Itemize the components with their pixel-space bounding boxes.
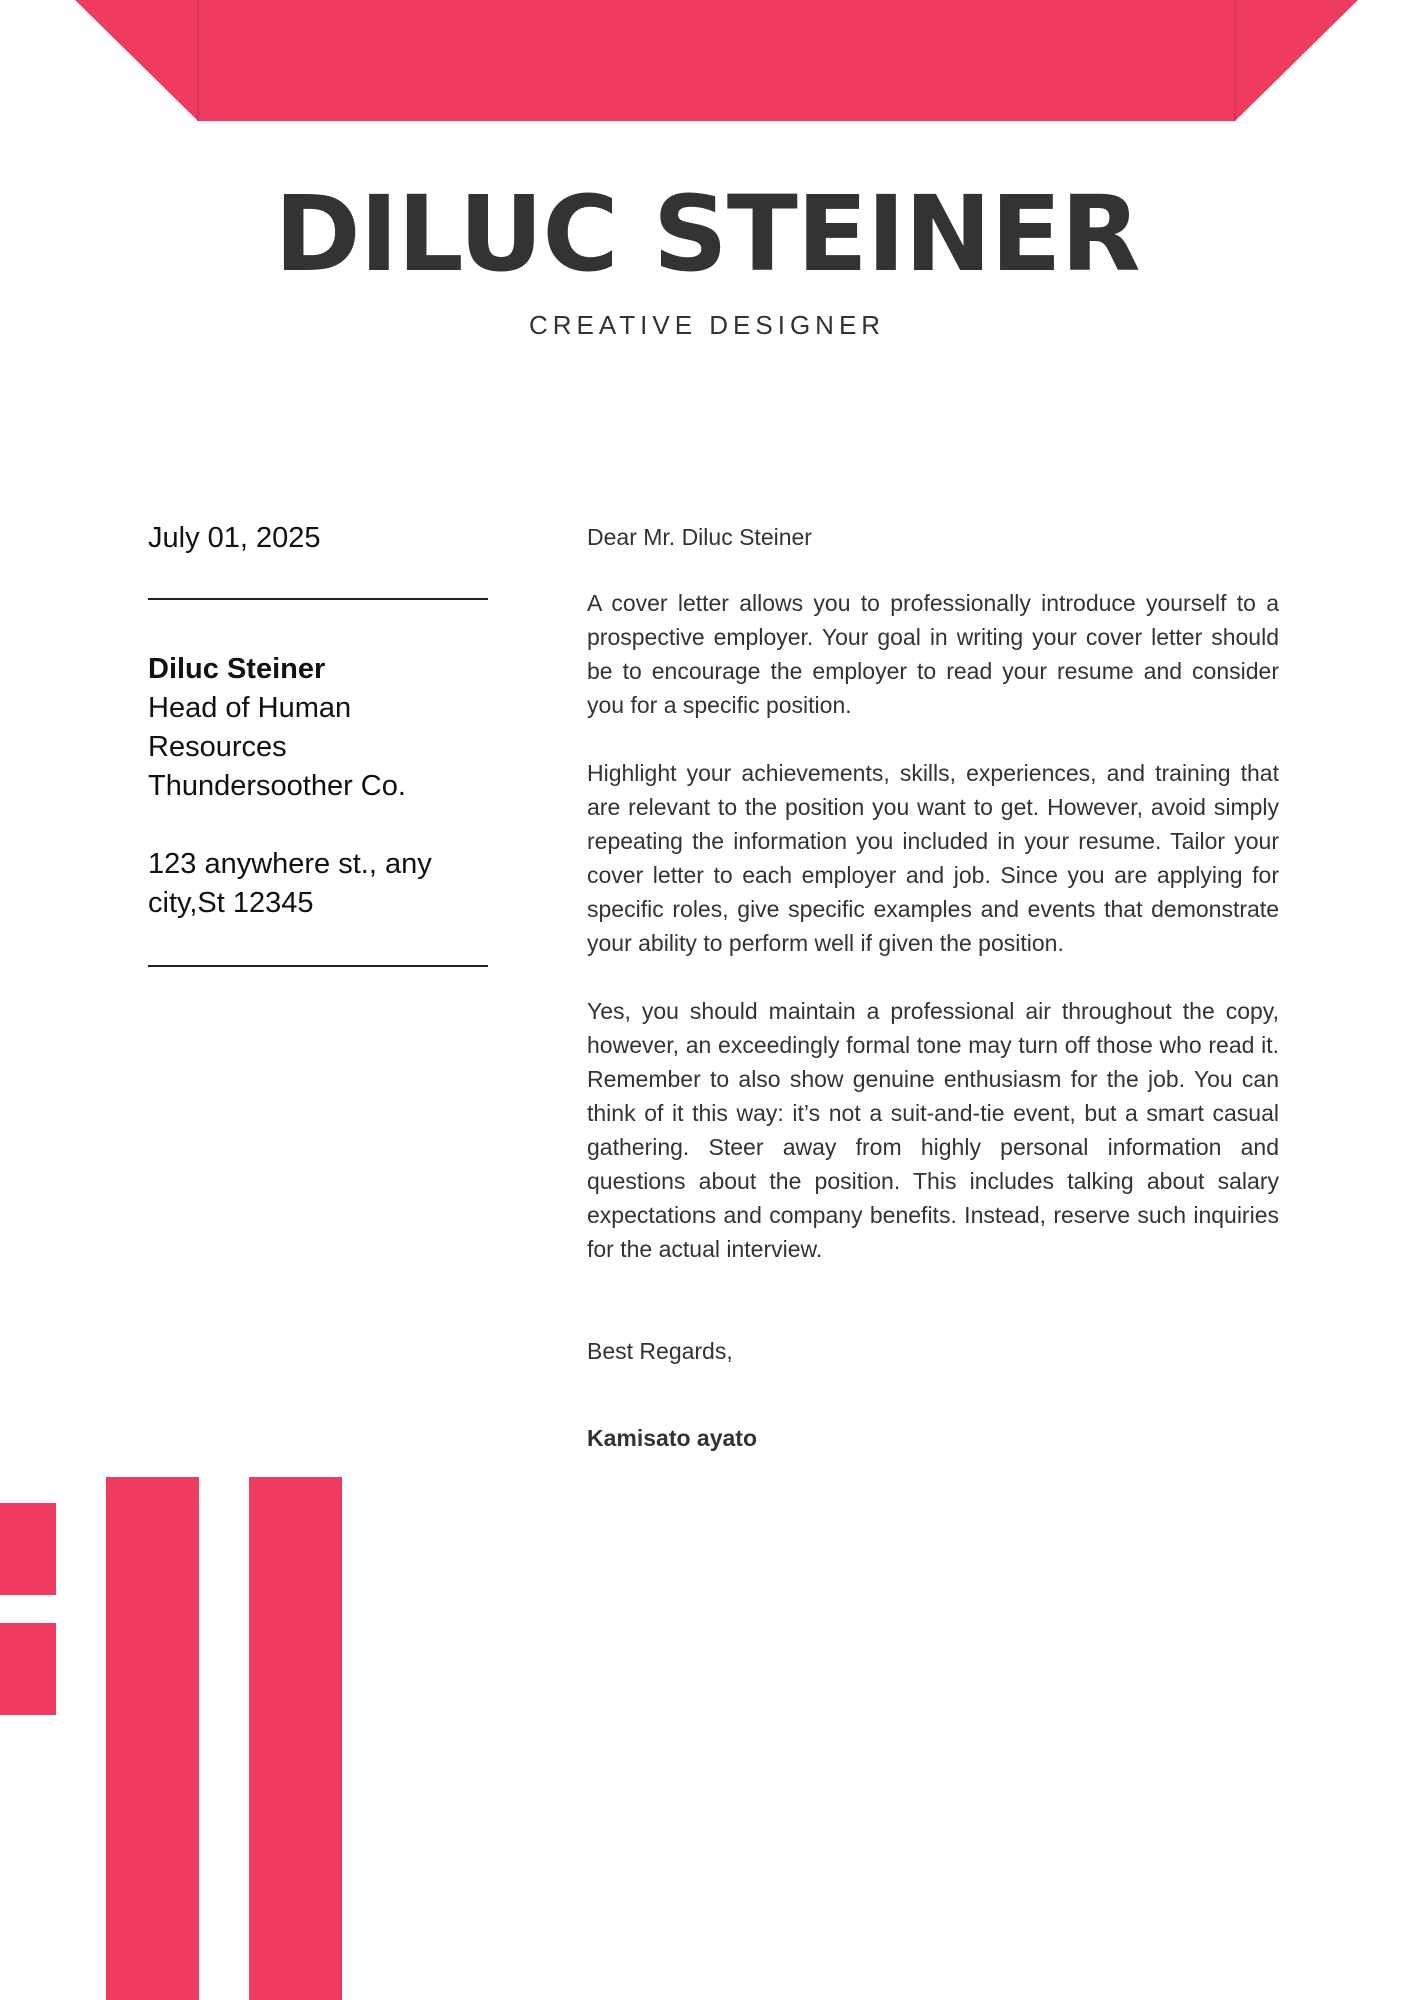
- letter-paragraph-1: A cover letter allows you to professionally introduce yourself to a prospective employer. Your goal in writing your cover letter should be to encourage the employer to read your resume and consider you for a specific position.: [587, 590, 1279, 718]
- deco-bar-left: [106, 1477, 199, 2000]
- candidate-job-title: CREATIVE DESIGNER: [528, 310, 886, 340]
- recipient-spacer: [148, 806, 488, 845]
- deco-square-lower: [0, 1623, 56, 1715]
- letter-salutation: Dear Mr. Diluc Steiner: [587, 524, 812, 550]
- recipient-company: Thundersoother Co.: [148, 770, 406, 802]
- letter-signature: Kamisato ayato: [587, 1425, 758, 1451]
- recipient-address-line2: city,St 12345: [148, 887, 314, 919]
- deco-square-upper: [0, 1503, 56, 1595]
- recipient-address-line1: 123 anywhere st., any: [148, 848, 432, 880]
- deco-bar-right: [249, 1477, 342, 2000]
- letter-closing: Best Regards,: [587, 1338, 733, 1364]
- top-band-left-wing: [75, 0, 198, 121]
- divider-top: [148, 598, 488, 600]
- letter-paragraph-2: Highlight your achievements, skills, experiences, and training that are relevant to the position you want to get. However, avoid simply repeating the information you included in your resume. Tailor your cover letter to each employer and job. Since you are applying for specific roles, give specific examples and events that demonstrate your ability to perform well if given the position.: [587, 760, 1279, 956]
- divider-bottom: [148, 965, 488, 967]
- letter-body: [587, 520, 1279, 1455]
- recipient-role-line2: Resources: [148, 731, 287, 763]
- top-band-right-wing: [1235, 0, 1358, 121]
- top-band-center: [198, 0, 1235, 121]
- top-decorative-band: [0, 0, 1414, 125]
- recipient-name: Diluc Steiner: [148, 653, 326, 685]
- recipient-block: [148, 650, 488, 923]
- letter-date: July 01, 2025: [148, 522, 321, 554]
- candidate-name-heading: DILUC STEINER: [274, 173, 1140, 295]
- recipient-role-line1: Head of Human: [148, 692, 352, 724]
- letter-paragraph-3: Yes, you should maintain a professional air throughout the copy, however, an exceedingly formal tone may turn off those who read it. Remember to also show genuine enthusiasm for the job. You can think of it this way: it’s not a suit-and-tie event, but a smart casual gathering. Steer away from highly personal information and questions about the position. This includes talking about salary expectations and company benefits. Instead, reserve such inquiries for the actual interview.: [587, 998, 1279, 1262]
